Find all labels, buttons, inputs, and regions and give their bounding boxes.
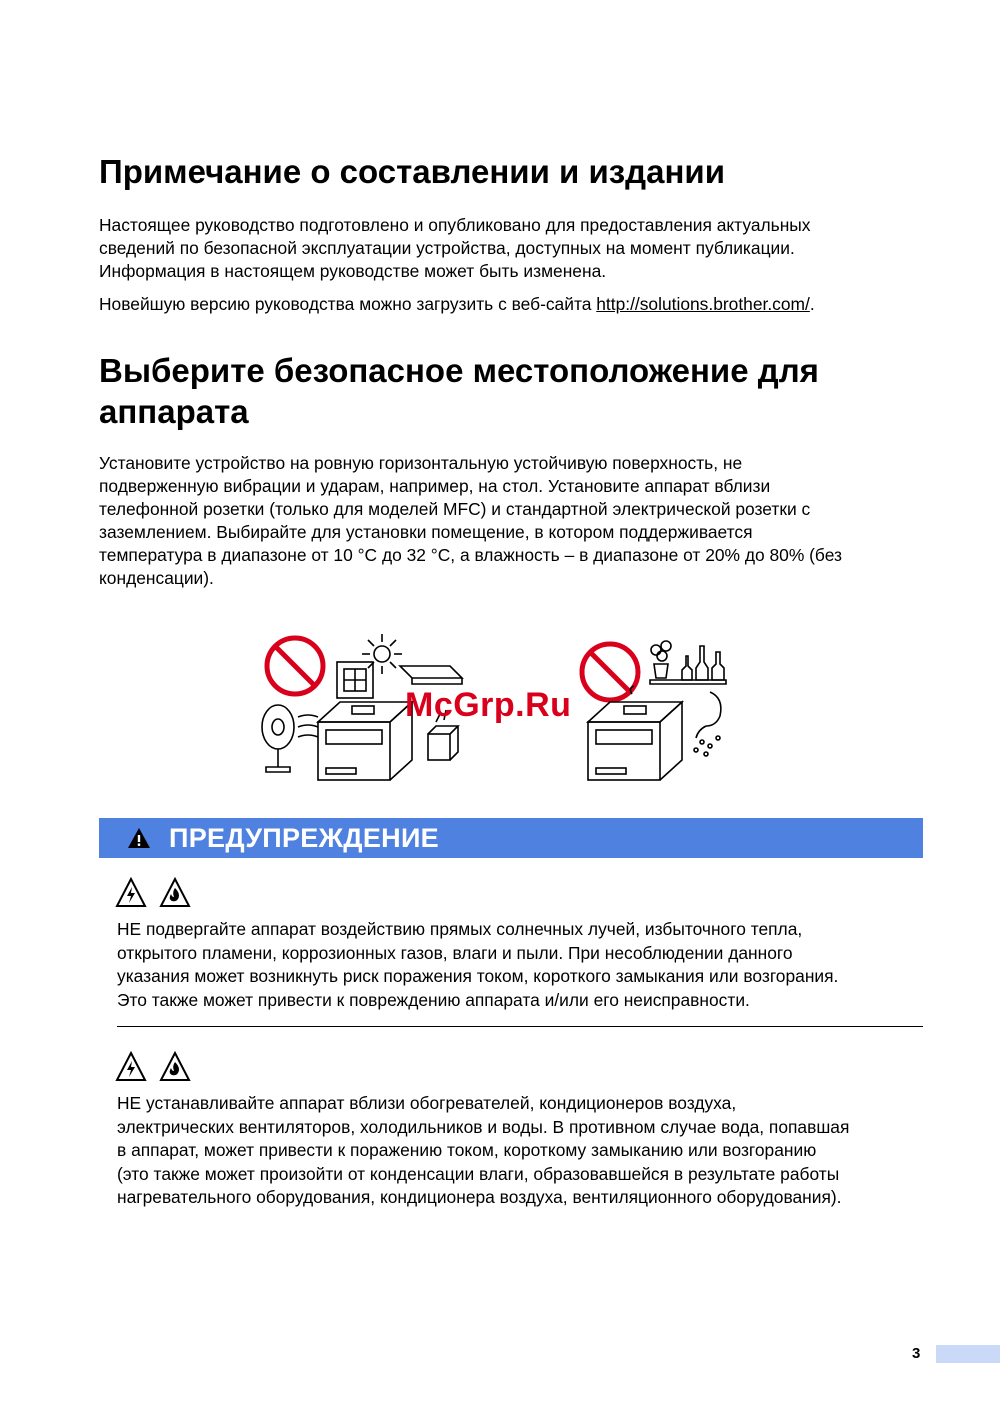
text-line: телефонной розетки (только для моделей MFC) и стандартной электрической розетки с [99, 499, 811, 519]
bottles-icon [682, 646, 724, 680]
electric-shock-icon [115, 1051, 147, 1083]
heading-line: Выберите безопасное местоположение для [99, 352, 819, 389]
hazard-icons-1 [115, 877, 191, 909]
water-spray-icon [694, 692, 721, 756]
warning-title: ПРЕДУПРЕЖДЕНИЕ [169, 822, 439, 853]
warning-triangle-icon [127, 827, 151, 849]
text-line: в аппарат, может привести к поражению током, короткому замыканию или возгоранию [117, 1140, 817, 1160]
text-line: Это также может привести к повреждению аппарата и/или его неисправности. [117, 989, 750, 1010]
hazard-icons-2 [115, 1051, 191, 1083]
printer-left-icon [318, 702, 412, 780]
electric-shock-icon [115, 877, 147, 909]
section-heading-compilation: Примечание о составлении и издании [99, 153, 725, 190]
text-line: открытого пламени, коррозионных газов, влаги и пыли. При несоблюдении данного [117, 942, 793, 963]
text-line: НЕ устанавливайте аппарат вблизи обогревателей, кондиционеров воздуха, [117, 1093, 737, 1113]
text-line: электрических вентиляторов, холодильников и воды. В противном случае вода, попавшая [117, 1116, 850, 1137]
text-line: Настоящее руководство подготовлено и опубликовано для предоставления актуальных [99, 215, 811, 235]
page-tab [936, 1345, 1000, 1363]
printer-right-icon [588, 702, 682, 780]
divider [117, 1026, 923, 1027]
page-number: 3 [912, 1345, 921, 1362]
period: . [809, 294, 815, 314]
download-paragraph [99, 293, 929, 316]
text-line: конденсации). [99, 568, 214, 588]
flower-vase-icon [651, 641, 671, 678]
sun-icon [362, 634, 402, 674]
text-line: заземлением. Выбирайте для установки помещение, в котором поддерживается [99, 522, 753, 542]
text-line: Информация в настоящем руководстве может быть изменена. [99, 261, 607, 281]
warning-banner [99, 818, 923, 858]
text-line: указания может возникнуть риск поражения током, короткого замыкания или возгорания. [117, 966, 839, 986]
prohibition-sign-left-icon [267, 638, 323, 694]
section-heading-location [99, 350, 819, 432]
fan-icon [262, 705, 318, 772]
text-line: температура в диапазоне от 10 °C до 32 °C, а влажность – в диапазоне от 20% до 80% (без [99, 545, 842, 565]
air-conditioner-icon [400, 666, 462, 684]
solutions-link[interactable]: http://solutions.brother.com/ [596, 294, 810, 314]
watermark-text: McGrp.Ru [405, 686, 572, 724]
text-line: нагревательного оборудования, кондиционера воздуха, вентиляционного оборудования). [117, 1187, 842, 1207]
warning-text-2 [117, 1092, 927, 1210]
shelf [650, 680, 726, 684]
location-paragraph [99, 452, 929, 590]
warning-text-1 [117, 918, 927, 1012]
text-line: НЕ подвергайте аппарат воздействию прямых солнечных лучей, избыточного тепла, [117, 919, 803, 939]
text-line: (это также может произойти от конденсации влаги, образовавшейся в результате работы [117, 1163, 840, 1184]
text-line: подверженную вибрации и ударам, например, на стол. Установите аппарат вблизи [99, 476, 771, 496]
prohibition-sign-right-icon [582, 644, 638, 700]
compilation-paragraph [99, 214, 929, 283]
fire-hazard-icon [159, 877, 191, 909]
text-line: Установите устройство на ровную горизонтальную устойчивую поверхность, не [99, 453, 743, 473]
text-line: сведений по безопасной эксплуатации устройства, доступных на момент публикации. [99, 238, 795, 258]
heading-line: аппарата [99, 393, 249, 430]
fire-hazard-icon [159, 1051, 191, 1083]
download-text: Новейшую версию руководства можно загрузить с веб-сайта [99, 294, 597, 314]
